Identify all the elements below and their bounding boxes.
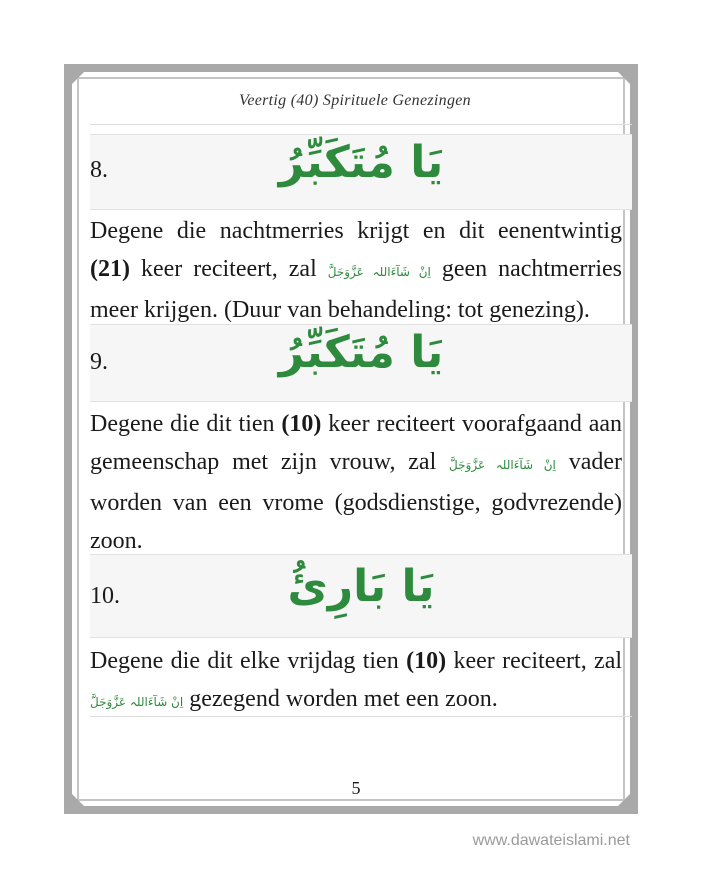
entry-paragraph xyxy=(90,642,622,721)
running-header-title: Veertig (40) Spirituele Genezingen xyxy=(239,92,471,109)
paragraph-text: geen nachtmerries meer krijgen. (Duur van behandeling: tot genezing). xyxy=(90,256,623,323)
paragraph-text: Degene die dit elke vrijdag tien xyxy=(90,648,399,674)
entry-heading-row xyxy=(90,554,632,638)
arabic-name-title: يَا مُتَكَبِّرُ xyxy=(278,327,444,378)
repeat-count: (10) xyxy=(406,648,447,674)
corner-ornament-top-left xyxy=(70,70,86,86)
corner-ornament-top-right xyxy=(616,70,632,86)
paragraph-text: keer reciteert, zal xyxy=(453,648,623,674)
page-number: 5 xyxy=(351,778,361,798)
entry-heading-row xyxy=(90,324,632,402)
entry-number: 8. xyxy=(90,157,108,183)
paragraph-text: Degene die dit tien xyxy=(90,411,275,437)
entry-number: 9. xyxy=(90,349,108,375)
entry-paragraph xyxy=(90,405,622,560)
website-watermark: www.dawateislami.net xyxy=(472,832,630,849)
entry-heading-row xyxy=(90,134,632,210)
arabic-name-title: يَا مُتَكَبِّرُ xyxy=(278,137,444,188)
entry-number: 10. xyxy=(90,583,120,609)
insha-allah-calligraphy: اِنْ شَآءَاللہ عَزَّوَجَلَّ xyxy=(90,695,184,709)
repeat-count: (21) xyxy=(90,256,130,282)
repeat-count: (10) xyxy=(281,411,322,437)
entry-paragraph xyxy=(90,212,622,329)
paragraph-text: keer reciteert, zal xyxy=(140,256,317,282)
paragraph-text: vader worden van een vrome (godsdienstige, godvrezende) zoon. xyxy=(90,449,622,554)
arabic-name-title: يَا بَارِئُ xyxy=(287,561,435,612)
content-divider xyxy=(90,716,632,717)
paragraph-text: keer reciteert voorafgaand aan gemeenschap met zijn vrouw, zal xyxy=(90,411,623,475)
paragraph-text: gezegend worden met een zoon. xyxy=(189,686,498,712)
insha-allah-calligraphy: اِنْ شَآءَاللہ عَزَّوَجَلَّ xyxy=(449,458,556,472)
header-divider xyxy=(90,124,632,125)
paragraph-text: Degene die nachtmerries krijgt en dit eenentwintig xyxy=(90,218,622,244)
insha-allah-calligraphy: اِنْ شَآءَاللہ عَزَّوَجَلَّ xyxy=(327,265,431,279)
